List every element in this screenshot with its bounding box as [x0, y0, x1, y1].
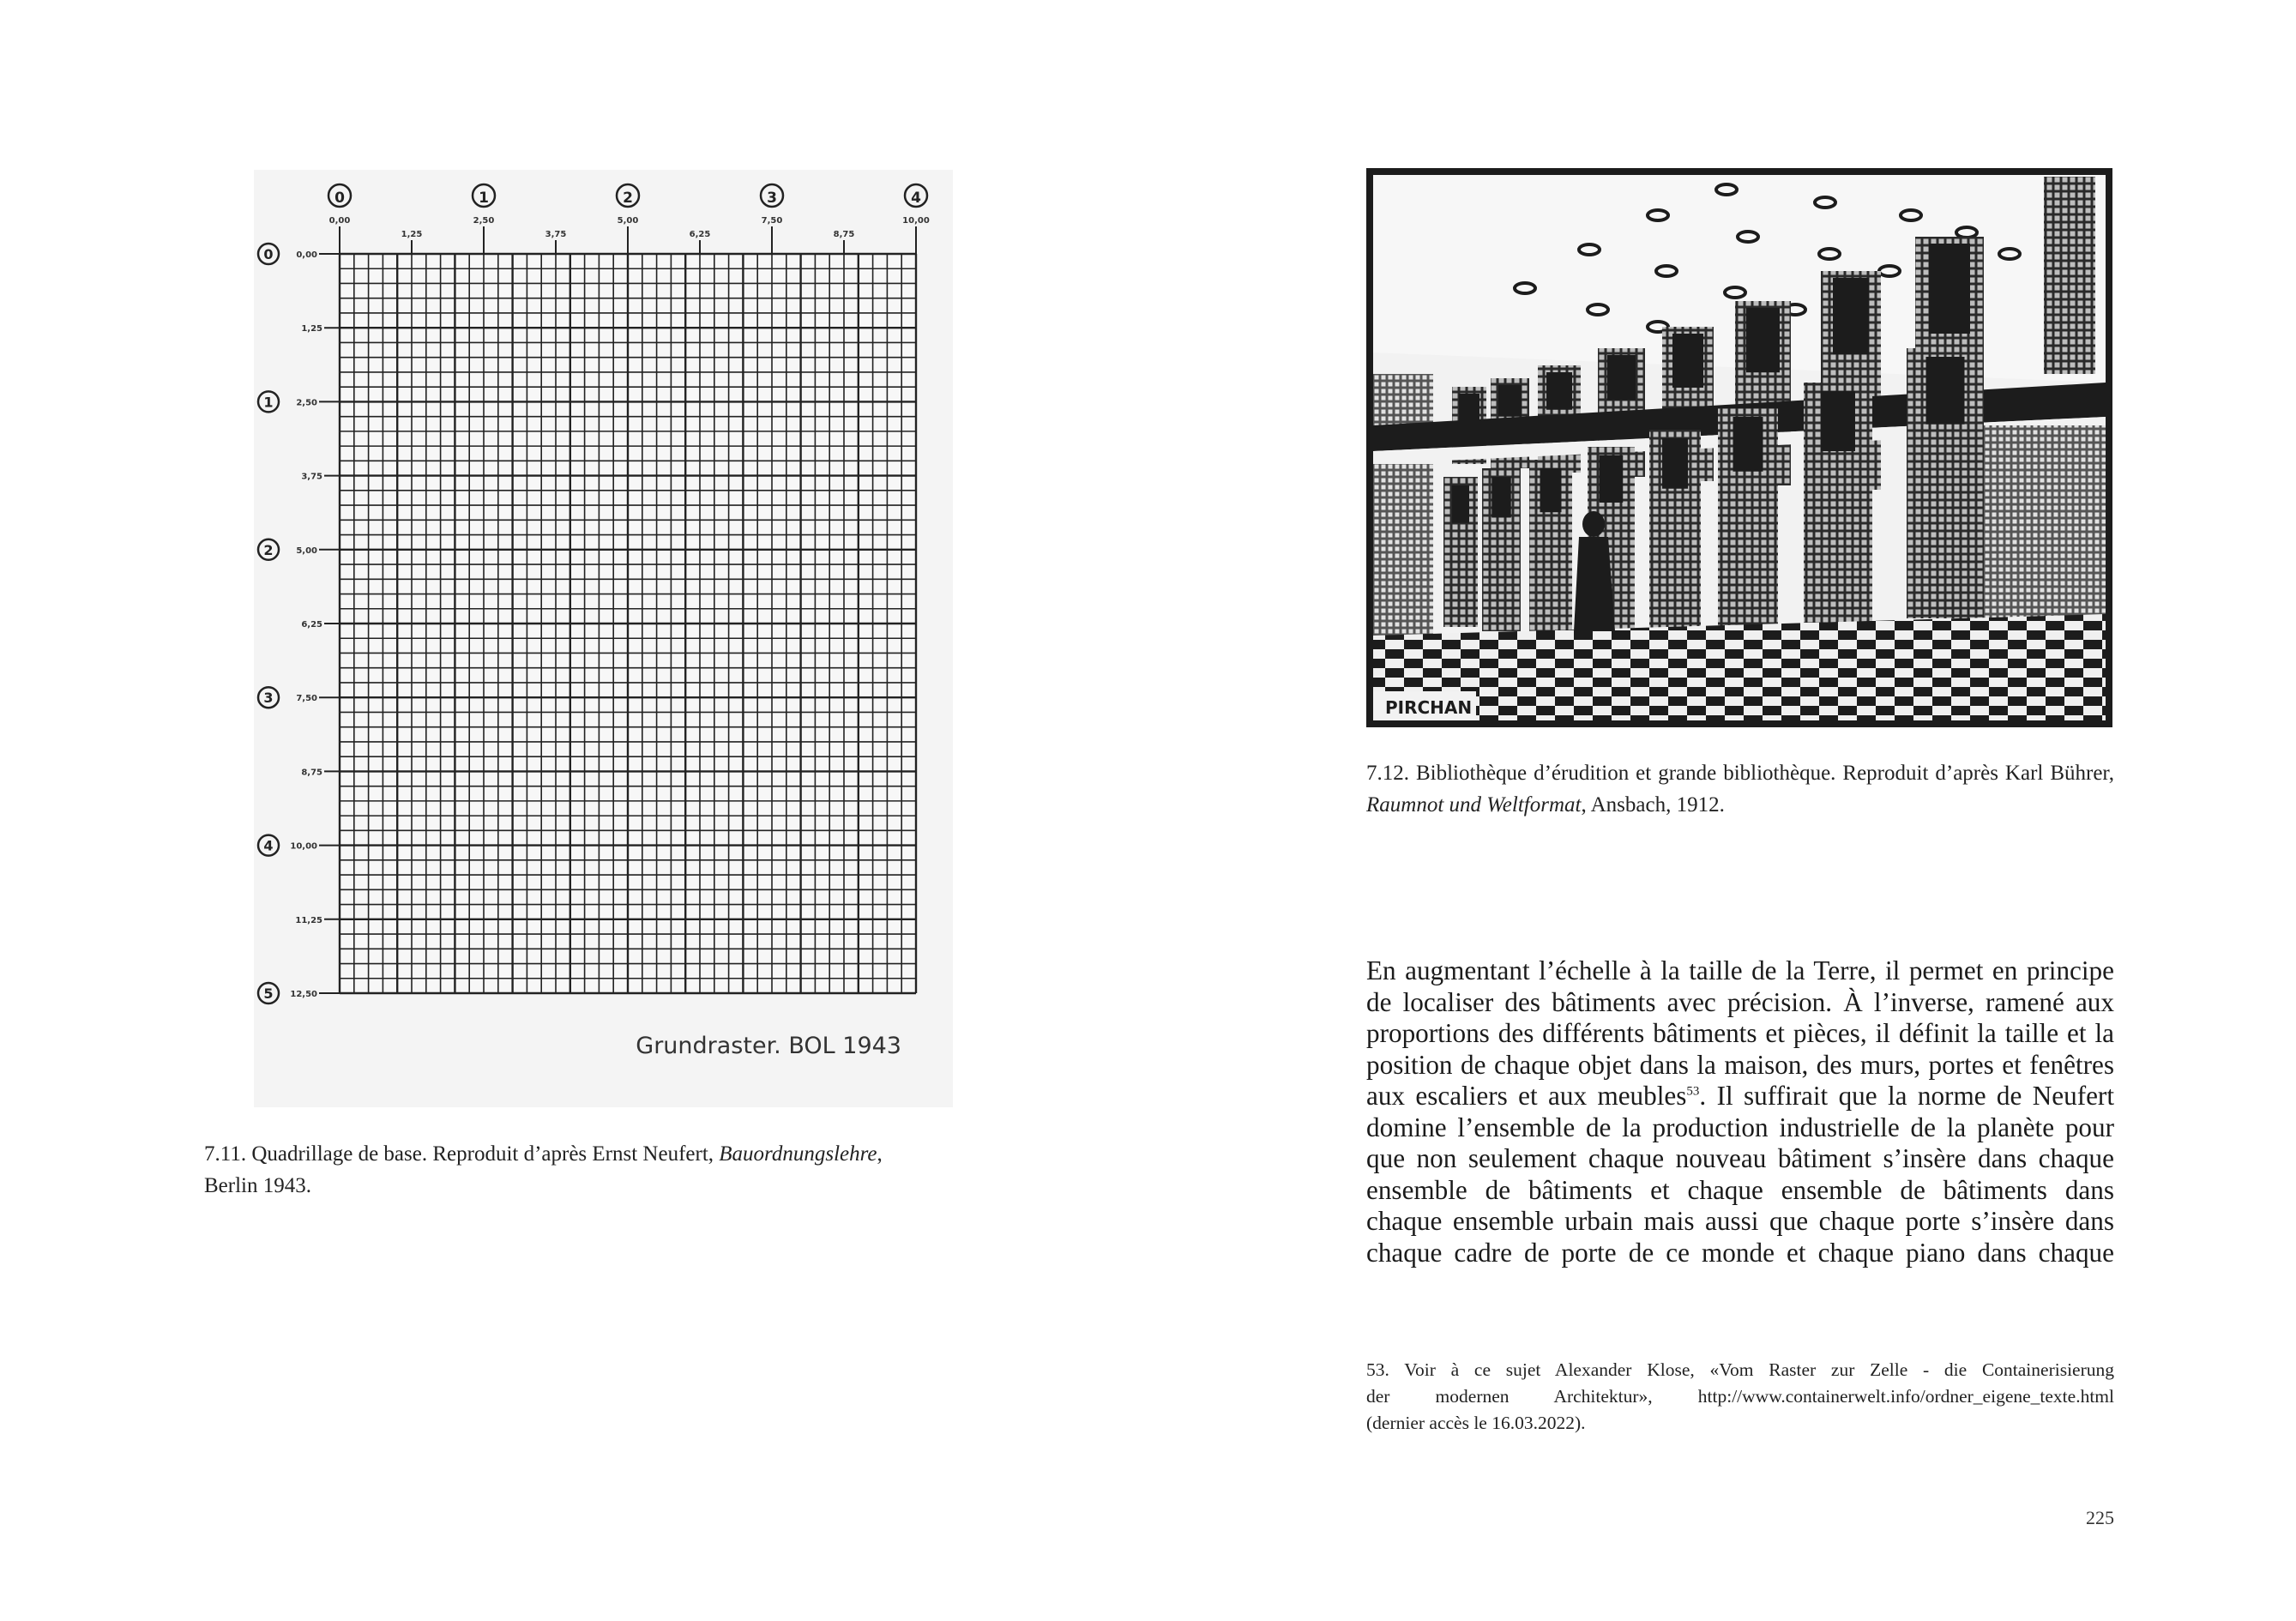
stack-ornament	[1600, 455, 1624, 503]
grid-drawing	[254, 170, 953, 1107]
axis-label-left: 7,50	[296, 694, 317, 704]
body-line: En augmentant l’échelle à la taille de la Terre, il permet en principe	[1366, 955, 2114, 985]
axis-number-left: 3	[263, 690, 274, 707]
caption-right-text: 7.12. Bibliothèque d’érudition et grande bibliothèque. Reproduit d’après Karl Bührer,	[1366, 762, 2114, 785]
page-number: 225	[2086, 1507, 2114, 1528]
stack-ornament	[1733, 417, 1763, 472]
stack-ornament	[1821, 391, 1855, 451]
footnote-53	[1366, 1357, 2114, 1437]
axis-label-left: 5,00	[296, 545, 317, 556]
footnote-line: (dernier accès le 16.03.2022).	[1366, 1413, 1586, 1433]
body-line: chaque cadre de porte de ce monde et chaque piano dans chaque	[1366, 1237, 2114, 1268]
illustration-signature: PIRCHAN	[1385, 697, 1473, 718]
body-line: ensemble de bâtiments et chaque ensemble de bâtiments dans	[1366, 1174, 2114, 1205]
axis-label-top: 10,00	[902, 216, 930, 226]
footnote-line: der modernen Architektur», http://www.containerwelt.info/ordner_eigene_texte.html	[1366, 1386, 2114, 1407]
axis-label-top: 7,50	[761, 216, 783, 226]
stack-ornament	[1926, 357, 1965, 425]
caption-left-title: Bauordnungslehre	[719, 1142, 877, 1166]
axis-label-left: 11,25	[295, 915, 322, 925]
stack-ornament	[1929, 244, 1970, 334]
axis-label-left: 0,00	[296, 250, 317, 260]
axis-label-top-minor: 1,25	[401, 230, 423, 239]
caption-left-text: 7.11. Quadrillage de base. Reproduit d’après Ernst Neufert,	[204, 1142, 720, 1166]
axis-label-left: 8,75	[301, 768, 322, 778]
axis-label-left: 2,50	[296, 398, 317, 408]
upper-stack-right	[2044, 177, 2095, 374]
library-drawing	[1366, 168, 2112, 727]
axis-number-left: 5	[263, 985, 274, 1002]
stack-ornament	[1459, 394, 1479, 421]
body-line: de localiser des bâtiments avec précision. À l’inverse, ramené aux	[1366, 986, 2114, 1017]
body-paragraph	[1366, 955, 2114, 1268]
axis-label-left: 6,25	[301, 620, 322, 630]
lower-stack-right	[1984, 425, 2106, 623]
body-line: que non seulement chaque nouveau bâtiment s’insère dans chaque	[1366, 1143, 2114, 1173]
body-line-part: . Il suffirait que la norme de Neufert	[1699, 1081, 2114, 1111]
axis-number-top: 3	[767, 190, 777, 207]
axis-number-top: 1	[479, 190, 489, 207]
stack-ornament	[1452, 485, 1469, 523]
stack-ornament	[1546, 372, 1572, 410]
caption-figure-7-11	[204, 1138, 967, 1202]
figure-library-illustration	[1366, 168, 2112, 727]
axis-label-left: 10,00	[290, 841, 317, 852]
axis-label-top-minor: 3,75	[545, 230, 567, 239]
axis-label-left: 3,75	[301, 472, 322, 482]
stack-ornament	[1498, 385, 1522, 417]
caption-right-suffix: , Ansbach, 1912.	[1581, 793, 1725, 817]
body-line-with-note	[1366, 1081, 2114, 1112]
figure-grundraster	[254, 170, 953, 1107]
axis-label-top-minor: 8,75	[833, 230, 855, 239]
footnote-reference: 53	[1686, 1084, 1700, 1099]
axis-number-top: 4	[911, 190, 921, 207]
stack-ornament	[1672, 334, 1703, 388]
lower-stack-side	[1373, 464, 1433, 636]
body-line: proportions des différents bâtiments et pièces, il définit la taille et la	[1366, 1018, 2114, 1048]
caption-figure-7-12	[1366, 757, 2114, 821]
axis-number-top: 2	[623, 190, 633, 207]
body-line: chaque ensemble urbain mais aussi que chaque porte s’insère dans	[1366, 1206, 2114, 1236]
caption-left-line2: Berlin 1943.	[204, 1174, 311, 1197]
stack-ornament	[1746, 308, 1780, 372]
footnote-line: 53. Voir à ce sujet Alexander Klose, «Vom Raster zur Zelle - die Containerisierung	[1366, 1359, 2114, 1380]
body-line: domine l’ensemble de la production industrielle de la planète pour	[1366, 1112, 2114, 1142]
body-line-part: aux escaliers et aux meubles	[1366, 1081, 1687, 1111]
caption-right-title: Raumnot und Weltformat	[1366, 793, 1582, 817]
axis-label-left: 1,25	[301, 324, 322, 334]
stack-ornament	[1540, 468, 1562, 512]
axis-label-left: 12,50	[290, 990, 317, 999]
axis-number-left: 1	[263, 394, 274, 411]
axis-label-top: 2,50	[473, 216, 495, 226]
stack-ornament	[1833, 278, 1869, 354]
grid-stamp: Grundraster. BOL 1943	[636, 1033, 901, 1059]
body-line: position de chaque objet dans la maison, des murs, portes et fenêtres	[1366, 1049, 2114, 1080]
stack-ornament	[1662, 438, 1688, 489]
caption-left-suffix: ,	[877, 1142, 883, 1166]
axis-number-left: 4	[263, 837, 274, 854]
stack-ornament	[1491, 477, 1511, 518]
axis-label-top: 5,00	[617, 216, 639, 226]
axis-number-left: 2	[263, 541, 274, 558]
axis-label-top: 0,00	[328, 216, 351, 226]
axis-number-top: 0	[334, 190, 345, 207]
stack-ornament	[1607, 355, 1636, 401]
axis-number-left: 0	[263, 246, 274, 262]
axis-label-top-minor: 6,25	[689, 230, 711, 239]
grid-lines	[340, 254, 916, 993]
